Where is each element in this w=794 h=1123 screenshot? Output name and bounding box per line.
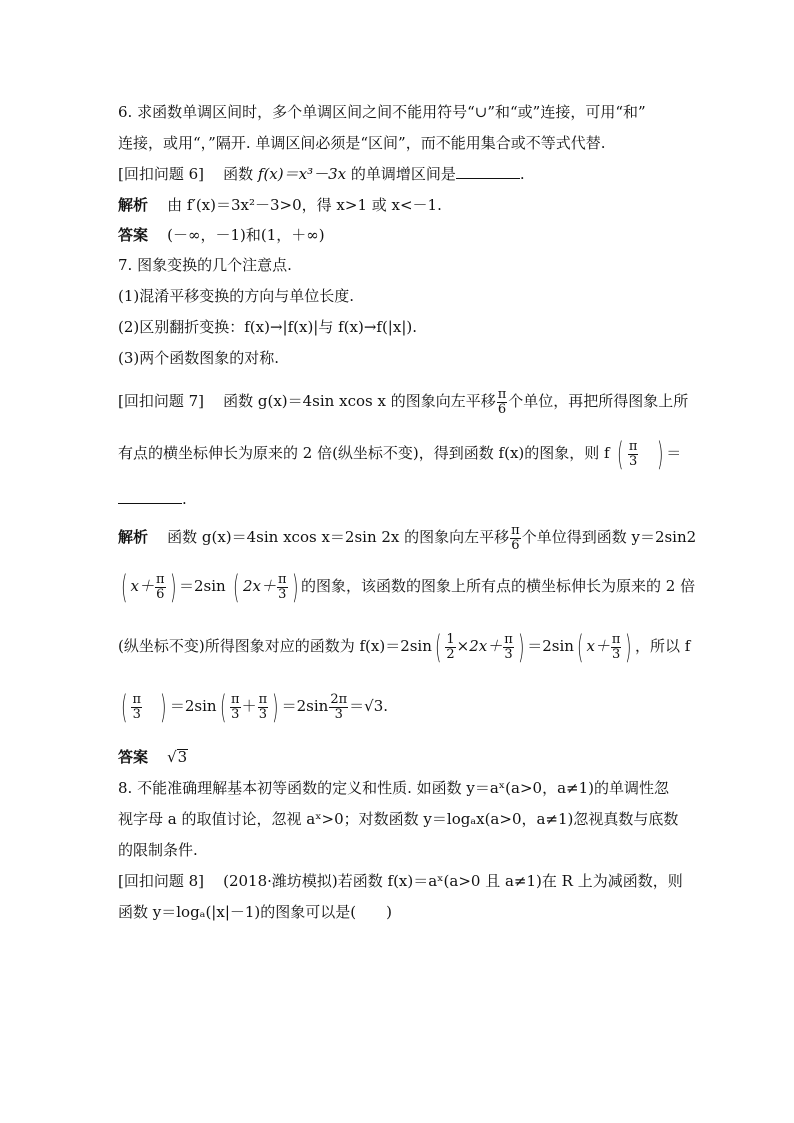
answer-blank: [456, 164, 520, 179]
item7-analysis-line3: [118, 628, 690, 664]
answer-text: (－∞，－1)和(1，＋∞): [167, 226, 325, 244]
fraction-pi-over-3: $\frac{\pi}{3}$: [504, 631, 513, 662]
question-text: (2018·潍坊模拟)若函数 f(x)＝aˣ(a>0 且 a≠1)在 R 上为减函数，则: [223, 872, 683, 890]
question-text: 个单位，再把所得图象上所: [508, 392, 689, 410]
item8-line1: 8. 不能准确理解基本初等函数的定义和性质. 如函数 y＝aˣ(a>0，a≠1)的单调性忽: [118, 779, 669, 797]
formula-part: ＝2sin: [178, 577, 226, 595]
item6-question: [回扣问题 6] 函数 f(x)＝x³－3x 的单调增区间是 .: [118, 165, 525, 183]
question-tag: [回扣问题 7]: [118, 392, 205, 410]
left-paren: (: [233, 568, 240, 606]
question-text: 函数: [223, 165, 258, 183]
answer-label: 答案: [118, 748, 149, 766]
formula-part: x＋: [130, 577, 154, 595]
right-paren: ): [160, 688, 167, 726]
item7-point-3: (3)两个函数图象的对称.: [118, 349, 280, 367]
formula-part: 2x＋: [242, 577, 276, 595]
formula-part: ×2x＋: [456, 637, 503, 655]
item7-title: 7. 图象变换的几个注意点.: [118, 256, 292, 274]
fraction-pi-over-3: $\frac{\pi}{3}$: [132, 691, 142, 722]
fraction-pi-over-3: $\frac{\pi}{3}$: [258, 691, 268, 722]
analysis-text: 个单位得到函数 y＝2sin2: [521, 528, 697, 546]
question-tag: [回扣问题 6]: [118, 165, 205, 183]
left-paren: (: [617, 435, 624, 473]
formula-part: ＋: [241, 697, 257, 715]
fraction-pi-over-6: $\frac{\pi}{6}$: [511, 522, 520, 553]
fraction-pi-over-3: $\frac{\pi}{3}$: [231, 691, 240, 722]
analysis-text: 由 f′(x)＝3x²－3>0，得 x>1 或 x<－1.: [167, 196, 442, 214]
left-paren: (: [121, 688, 128, 726]
fraction-pi-over-6: $\frac{\pi}{6}$: [497, 386, 507, 417]
answer-blank: [118, 489, 182, 504]
analysis-text: (纵坐标不变)所得图象对应的函数为 f(x)＝2sin: [118, 637, 432, 655]
item8-question-line2: 函数 y＝logₐ(|x|－1)的图象可以是( ): [118, 903, 392, 921]
item7-question-line2: 有点的横坐标伸长为原来的 2 倍(纵坐标不变)，得到函数 f(x)的图象，则 f ( $\frac{\pi}{3}$ ) ＝: [118, 435, 682, 473]
formula-part: ＝√3.: [349, 697, 389, 715]
analysis-text: 的图象，该函数的图象上所有点的横坐标伸长为原来的 2 倍: [301, 577, 696, 595]
analysis-label: 解析: [118, 528, 149, 546]
formula-part: ＝2sin: [169, 697, 217, 715]
answer-label: 答案: [118, 226, 149, 244]
analysis-label: 解析: [118, 196, 149, 214]
formula-part: ＝2sin: [527, 637, 574, 655]
right-paren: ): [625, 628, 632, 666]
right-paren: ): [517, 628, 525, 666]
analysis-text: ，所以 f: [634, 637, 691, 655]
left-paren: (: [121, 568, 128, 606]
item6-analysis: [118, 194, 442, 216]
formula-part: ＝2sin: [281, 697, 329, 715]
item7-point-1: (1)混淆平移变换的方向与单位长度.: [118, 287, 355, 305]
fraction-one-half: $\frac{1}{2}$: [446, 631, 455, 662]
item6-line1: 6. 求函数单调区间时，多个单调区间之间不能用符号“∪”和“或”连接，可用“和”: [118, 103, 646, 121]
fraction-pi-over-3: $\frac{\pi}{3}$: [628, 438, 638, 469]
item7-analysis-line2: [118, 568, 695, 604]
item6-answer: [118, 224, 325, 246]
fraction-pi-over-3: $\frac{\pi}{3}$: [611, 631, 621, 662]
item7-point-2: (2)区别翻折变换：f(x)→|f(x)|与 f(x)→f(|x|).: [118, 318, 417, 336]
item7-question-blank: .: [118, 488, 187, 510]
analysis-text: 函数 g(x)＝4sin xcos x＝2sin 2x 的图象向左平移: [167, 528, 510, 546]
right-paren: ): [291, 568, 298, 606]
fraction-pi-over-3: $\frac{\pi}{3}$: [277, 571, 287, 602]
left-paren: (: [435, 628, 442, 666]
formula-part: x＋: [586, 637, 610, 655]
left-paren: (: [577, 628, 584, 666]
item8-line2: 视字母 a 的取值讨论，忽视 aˣ>0；对数函数 y＝logₐx(a>0，a≠1)忽视真数与底数: [118, 810, 679, 828]
right-paren: ): [272, 688, 279, 726]
right-paren: ): [656, 435, 664, 473]
item7-answer: 答案 √3: [118, 748, 188, 766]
item6-line2: 连接，或用“，”隔开. 单调区间必须是“区间”，而不能用集合或不等式代替.: [118, 134, 606, 152]
item7-analysis-line4: [118, 688, 388, 724]
question-tag: [回扣问题 8]: [118, 872, 205, 890]
fraction-pi-over-6: $\frac{\pi}{6}$: [155, 571, 165, 602]
question-formula: f(x)＝x³－3x: [257, 165, 347, 183]
question-text: 的单调增区间是: [346, 165, 456, 183]
sqrt-value: 3: [177, 748, 188, 766]
item8-line3: 的限制条件.: [118, 841, 198, 859]
fraction-two-pi-over-3: $\frac{2\pi}{3}$: [330, 691, 348, 722]
left-paren: (: [219, 688, 226, 726]
question-text: 函数 g(x)＝4sin xcos x 的图象向左平移: [223, 392, 496, 410]
item8-question-line1: [118, 870, 683, 892]
item7-question-line1: [118, 384, 688, 418]
question-text: 有点的横坐标伸长为原来的 2 倍(纵坐标不变)，得到函数 f(x)的图象，则 f: [118, 444, 610, 462]
item7-analysis-line1: [118, 520, 696, 554]
right-paren: ): [169, 568, 176, 606]
